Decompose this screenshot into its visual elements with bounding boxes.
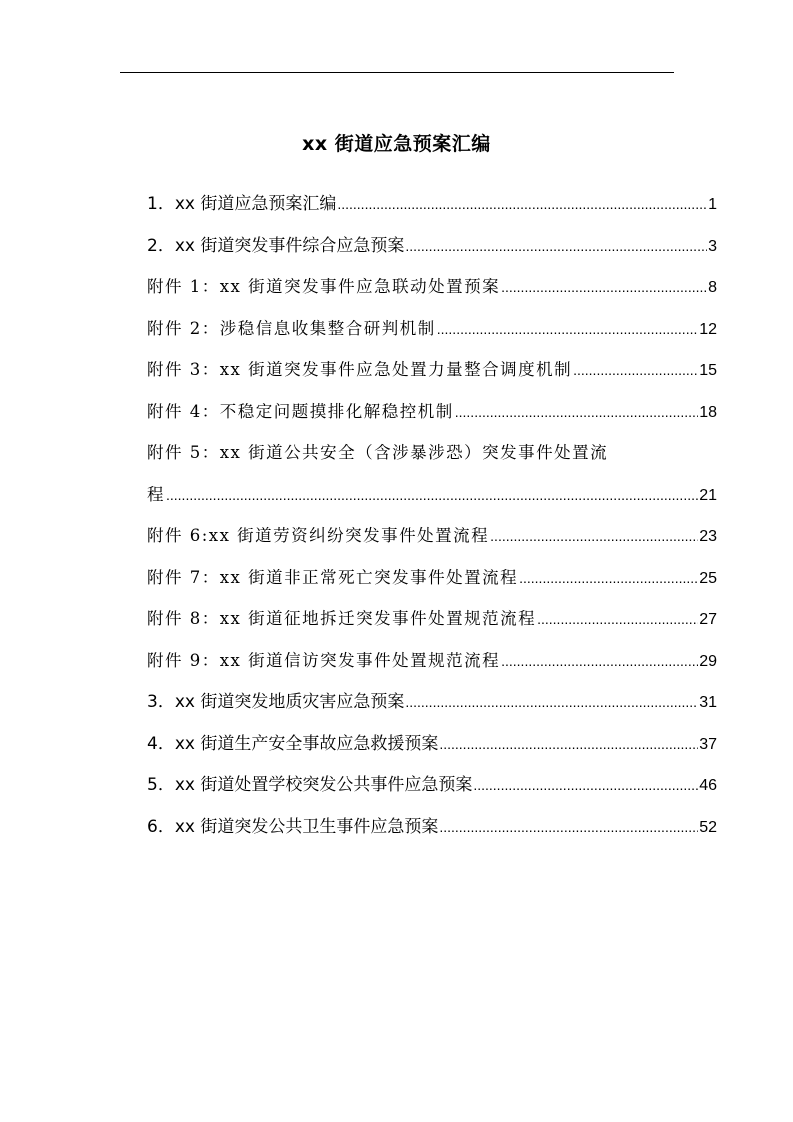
toc-entry-text: 程 (147, 484, 165, 504)
toc-page-number: 27 (699, 611, 717, 628)
toc-dot-leader (439, 809, 698, 845)
toc-entry-text: 6．xx 街道突发公共卫生事件应急预案 (147, 816, 439, 837)
toc-dot-leader (166, 477, 698, 513)
toc-entry-text: 附件 7：xx 街道非正常死亡突发事件处置流程 (147, 567, 519, 587)
toc-page-number: 12 (699, 320, 717, 338)
toc-page-number: 23 (699, 528, 717, 545)
toc-page-number: 31 (699, 694, 717, 711)
toc-entry-annex-6[interactable] (147, 518, 717, 560)
toc-entry-text: 附件 8：xx 街道征地拆迁突发事件处置规范流程 (147, 609, 537, 628)
toc-page-number: 46 (699, 777, 717, 794)
toc-dot-leader (537, 601, 698, 637)
toc-entry-text: 附件 4：不稳定问题摸排化解稳控机制 (147, 401, 454, 421)
toc-page-number: 3 (708, 237, 717, 255)
toc-page-number: 25 (699, 569, 717, 587)
toc-entry-4[interactable] (147, 726, 717, 768)
toc-entry-text: 附件 5：xx 街道公共安全（含涉暴涉恐）突发事件处置流 (147, 443, 609, 462)
toc-entry-text: 附件 9：xx 街道信访突发事件处置规范流程 (147, 650, 501, 670)
toc-entry-text: 附件 6:xx 街道劳资纠纷突发事件处置流程 (147, 526, 490, 545)
toc-entry-annex-5-line2[interactable] (147, 477, 717, 519)
toc-dot-leader (501, 643, 698, 679)
toc-entry-6[interactable] (147, 809, 717, 851)
toc-entry-annex-4[interactable] (147, 394, 717, 436)
toc-page-number: 15 (699, 362, 717, 379)
toc-dot-leader (490, 518, 698, 554)
toc-entry-text: 附件 2：涉稳信息收集整合研判机制 (147, 318, 436, 338)
toc-dot-leader (405, 684, 698, 720)
toc-entry-annex-1[interactable] (147, 269, 717, 311)
toc-entry-annex-8[interactable] (147, 601, 717, 643)
toc-page-number: 1 (708, 196, 717, 213)
toc-entry-text: 2．xx 街道突发事件综合应急预案 (147, 235, 405, 256)
toc-entry-annex-2[interactable] (147, 311, 717, 353)
toc-entry-text: 5．xx 街道处置学校突发公共事件应急预案 (147, 775, 473, 795)
toc-dot-leader (437, 311, 698, 347)
toc-dot-leader (405, 228, 707, 264)
toc-dot-leader (519, 560, 698, 596)
toc-dot-leader (473, 767, 698, 803)
toc-entry-annex-3[interactable] (147, 352, 717, 394)
toc-entry-annex-5-line1[interactable] (147, 435, 717, 477)
toc-dot-leader (439, 726, 698, 762)
toc-entry-3[interactable] (147, 684, 717, 726)
document-title: xx 街道应急预案汇编 (302, 133, 491, 155)
toc-page-number: 18 (699, 403, 717, 421)
table-of-contents (147, 186, 717, 850)
toc-entry-text: 1．xx 街道应急预案汇编 (147, 194, 337, 214)
toc-dot-leader (337, 186, 707, 222)
toc-entry-annex-7[interactable] (147, 560, 717, 602)
toc-entry-text: 3．xx 街道突发地质灾害应急预案 (147, 692, 405, 712)
toc-entry-1[interactable] (147, 186, 717, 228)
toc-page-number: 52 (699, 818, 717, 836)
toc-page-number: 8 (708, 279, 717, 296)
toc-dot-leader (573, 352, 698, 388)
toc-page-number: 29 (699, 652, 717, 670)
toc-entry-text: 附件 3：xx 街道突发事件应急处置力量整合调度机制 (147, 360, 573, 379)
toc-dot-leader (501, 269, 707, 305)
header-rule (120, 72, 674, 73)
toc-page-number: 21 (699, 486, 717, 504)
toc-dot-leader (455, 394, 698, 430)
toc-entry-5[interactable] (147, 767, 717, 809)
toc-entry-annex-9[interactable] (147, 643, 717, 685)
toc-entry-2[interactable] (147, 228, 717, 270)
toc-entry-text: 4．xx 街道生产安全事故应急救援预案 (147, 733, 439, 754)
toc-entry-text: 附件 1：xx 街道突发事件应急联动处置预案 (147, 277, 501, 296)
toc-page-number: 37 (699, 735, 717, 753)
